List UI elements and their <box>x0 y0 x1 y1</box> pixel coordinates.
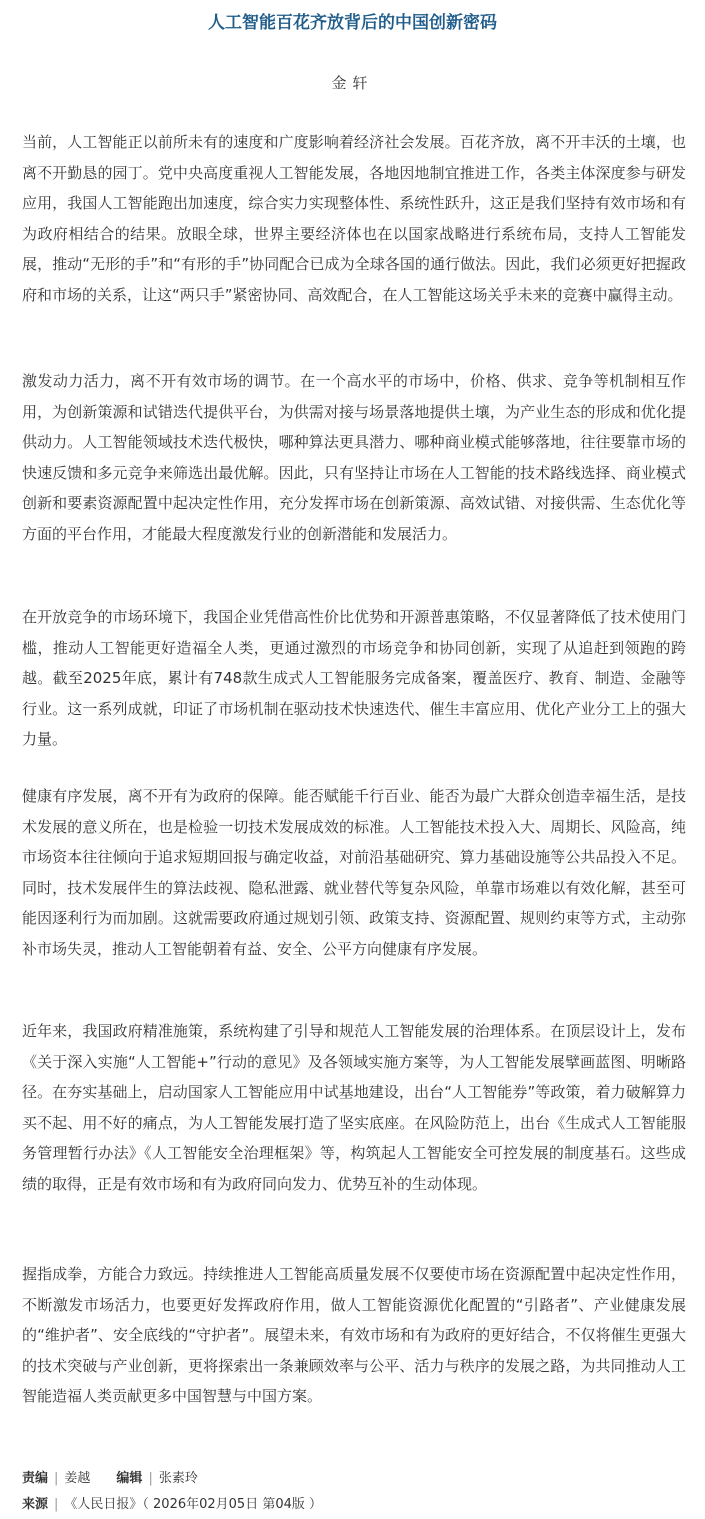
paragraph-3: 在开放竞争的市场环境下，我国企业凭借高性价比优势和开源普惠策略，不仅显著降低了技术使用门槛，推动人工智能更好造福全人类，更通过激烈的市场竞争和协同创新，实现了从追赶到领跑的跨越。截至2025年底，累计有748款生成式人工智能服务完成备案，覆盖医疗、教育、制造、金融等行业。这一系列成就，印证了市场机制在驱动技术快速迭代、催生丰富应用、优化产业分工上的强大力量。 <box>22 608 686 748</box>
editor-name: 姜越 <box>64 1471 91 1486</box>
paragraph-2: 激发动力活力，离不开有效市场的调节。在一个高水平的市场中，价格、供求、竞争等机制相互作用，为创新策源和试错迭代提供平台，为供需对接与场景落地提供土壤，为产业生态的形成和优化提供动力。人工智能领域技术迭代极快，哪种算法更具潜力、哪种商业模式能够落地，往往要靠市场的快速反馈和多元竞争来筛选出最优解。因此，只有坚持让市场在人工智能的技术路线选择、商业模式创新和要素资源配置中起决定性作用，充分发挥市场在创新策源、高效试错、对接供需、生态优化等方面的平台作用，才能最大程度激发行业的创新潜能和发展活力。 <box>22 372 686 543</box>
editor-separator: | <box>54 1471 59 1486</box>
paragraph-4: 健康有序发展，离不开有为政府的保障。能否赋能千行百业、能否为最广大群众创造幸福生活，是技术发展的意义所在，也是检验一切技术发展成效的标准。人工智能技术投入大、周期长、风险高，纯市场资本往往倾向于追求短期回报与确定收益，对前沿基础研究、算力基础设施等公共品投入不足。同时，技术发展伴生的算法歧视、隐私泄露、就业替代等复杂风险，单靠市场难以有效化解，甚至可能因逐利行为而加剧。这就需要政府通过规划引领、政策支持、资源配置、规则约束等方式，主动弥补市场失灵，推动人工智能朝着有益、安全、公平方向健康有序发展。 <box>22 787 686 958</box>
editor-credits <box>22 1469 198 1489</box>
source-value: 《人民日报》（ 2026年02月05日 第04版 ） <box>64 1497 323 1512</box>
paragraph-1: 当前，人工智能正以前所未有的速度和广度影响着经济社会发展。百花齐放，离不开丰沃的土壤，也离不开勤恳的园丁。党中央高度重视人工智能发展，各地因地制宜推进工作，各类主体深度参与研发应用，我国人工智能跑出加速度，综合实力实现整体性、系统性跃升，这正是我们坚持有效市场和有为政府相结合的结果。放眼全球，世界主要经济体也在以国家战略进行系统布局，支持人工智能发展，推动“无形的手”和“有形的手”协同配合已成为全球各国的通行做法。因此，我们必须更好把握政府和市场的关系，让这“两只手”紧密协同、高效配合，在人工智能这场关乎未来的竞赛中赢得主动。 <box>22 133 686 304</box>
source-label: 来源 <box>22 1497 49 1512</box>
source-separator: | <box>54 1497 59 1512</box>
article-title: 人工智能百花齐放背后的中国创新密码 <box>208 13 497 33</box>
source-credit <box>22 1495 322 1515</box>
copy-editor-name: 张素玲 <box>158 1471 198 1486</box>
article-author: 金轩 <box>331 74 374 92</box>
copy-editor-label: 编辑 <box>116 1471 143 1486</box>
editor-label: 责编 <box>22 1471 49 1486</box>
paragraph-6: 握指成拳，方能合力致远。持续推进人工智能高质量发展不仅要使市场在资源配置中起决定性作用，不断激发市场活力，也要更好发挥政府作用，做人工智能资源优化配置的“引路者”、产业健康发展的“维护者”、安全底线的“守护者”。展望未来，有效市场和有为政府的更好结合，不仅将催生更强大的技术突破与产业创新，更将探索出一条兼顾效率与公平、活力与秩序的发展之路，为共同推动人工智能造福人类贡献更多中国智慧与中国方案。 <box>22 1265 686 1405</box>
paragraph-5: 近年来，我国政府精准施策，系统构建了引导和规范人工智能发展的治理体系。在顶层设计上，发布《关于深入实施“人工智能+”行动的意见》及各领域实施方案等，为人工智能发展擘画蓝图、明晰路径。在夯实基础上，启动国家人工智能应用中试基地建设，出台“人工智能券”等政策，着力破解算力买不起、用不好的痛点，为人工智能发展打造了坚实底座。在风险防范上，出台《生成式人工智能服务管理暂行办法》《人工智能安全治理框架》等，构筑起人工智能安全可控发展的制度基石。这些成绩的取得，正是有效市场和有为政府同向发力、优势互补的生动体现。 <box>22 1022 686 1193</box>
copy-editor-separator: | <box>148 1471 153 1486</box>
